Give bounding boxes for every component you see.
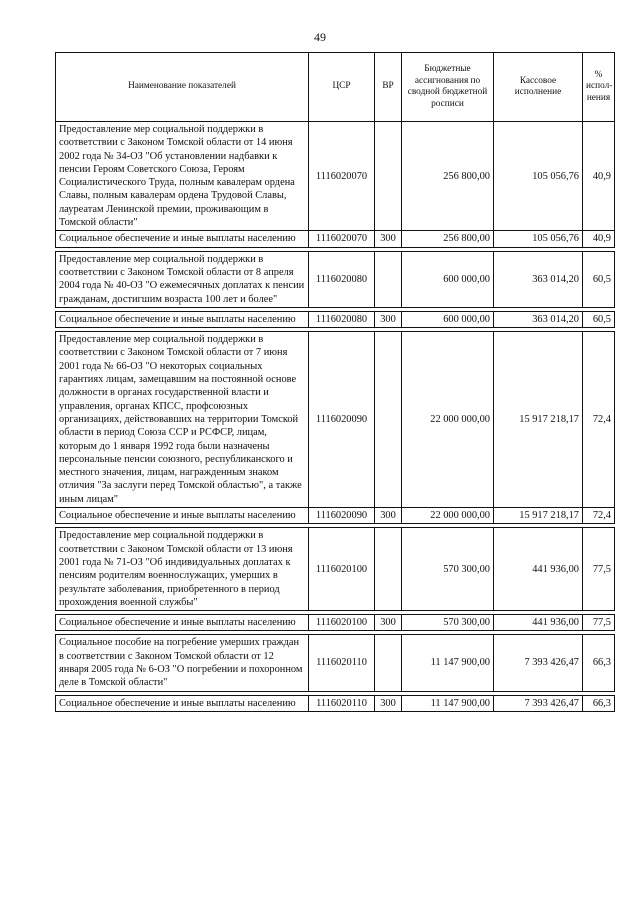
row-execution: 441 936,00 (494, 528, 583, 611)
row-percent: 77,5 (583, 615, 615, 631)
row-name: Социальное обеспечение и иные выплаты населению (56, 311, 309, 327)
row-vr: 300 (375, 615, 402, 631)
row-assignments: 11 147 900,00 (402, 695, 494, 711)
row-percent: 77,5 (583, 528, 615, 611)
row-name: Социальное обеспечение и иные выплаты населению (56, 615, 309, 631)
header-assignments: Бюджетные ассигнования по сводной бюджетной росписи (402, 53, 494, 122)
row-csr: 1116020070 (309, 122, 375, 231)
row-vr: 300 (375, 508, 402, 524)
row-assignments: 256 800,00 (402, 122, 494, 231)
row-percent: 40,9 (583, 231, 615, 247)
row-execution: 15 917 218,17 (494, 508, 583, 524)
row-vr (375, 122, 402, 231)
table-row (56, 528, 615, 611)
row-csr: 1116020100 (309, 528, 375, 611)
row-assignments: 600 000,00 (402, 251, 494, 307)
row-execution: 7 393 426,47 (494, 695, 583, 711)
row-assignments: 22 000 000,00 (402, 508, 494, 524)
row-csr: 1116020090 (309, 332, 375, 508)
row-percent: 60,5 (583, 311, 615, 327)
row-vr (375, 251, 402, 307)
table-row (56, 231, 615, 247)
row-percent: 72,4 (583, 508, 615, 524)
row-vr: 300 (375, 695, 402, 711)
row-vr: 300 (375, 231, 402, 247)
row-assignments: 600 000,00 (402, 311, 494, 327)
table-row (56, 695, 615, 711)
row-csr: 1116020110 (309, 635, 375, 691)
header-csr: ЦСР (309, 53, 375, 122)
header-name: Наименование показателей (56, 53, 309, 122)
row-vr (375, 332, 402, 508)
table-row (56, 311, 615, 327)
row-percent: 66,3 (583, 695, 615, 711)
row-assignments: 570 300,00 (402, 528, 494, 611)
row-name: Предоставление мер социальной поддержки в соответствии с Законом Томской области от 14 июня 2002 года № 34-ОЗ "Об установлении надбавки к пенсии Героям Советского Союза, Героям Социалистического Труда, полным кавалерам ордена Славы, полным кавалерам ордена Трудовой Славы, лауреатам Ленинской премии, проживающим в Томской области" (56, 122, 309, 231)
row-name: Предоставление мер социальной поддержки в соответствии с Законом Томской области от 13 июня 2001 года № 71-ОЗ "Об индивидуальных доплатах к пенсиям родителям военнослужащих, умерших в результате заболевания, приобретенного в период прохождения военной службы" (56, 528, 309, 611)
table-row (56, 615, 615, 631)
row-name: Социальное обеспечение и иные выплаты населению (56, 231, 309, 247)
header-percent: % испол-нения (583, 53, 615, 122)
row-percent: 40,9 (583, 122, 615, 231)
row-execution: 363 014,20 (494, 311, 583, 327)
row-percent: 72,4 (583, 332, 615, 508)
row-execution: 105 056,76 (494, 231, 583, 247)
row-csr: 1116020080 (309, 311, 375, 327)
row-execution: 441 936,00 (494, 615, 583, 631)
table-row (56, 508, 615, 524)
header-vr: ВР (375, 53, 402, 122)
table-row (56, 635, 615, 691)
row-csr: 1116020070 (309, 231, 375, 247)
budget-table (55, 52, 615, 712)
row-assignments: 570 300,00 (402, 615, 494, 631)
row-execution: 7 393 426,47 (494, 635, 583, 691)
row-assignments: 256 800,00 (402, 231, 494, 247)
row-vr (375, 635, 402, 691)
table-row (56, 332, 615, 508)
row-vr: 300 (375, 311, 402, 327)
table-header-row (56, 53, 615, 122)
row-name: Социальное обеспечение и иные выплаты населению (56, 695, 309, 711)
row-percent: 60,5 (583, 251, 615, 307)
row-csr: 1116020110 (309, 695, 375, 711)
row-execution: 15 917 218,17 (494, 332, 583, 508)
row-execution: 105 056,76 (494, 122, 583, 231)
row-csr: 1116020100 (309, 615, 375, 631)
row-name: Социальное пособие на погребение умерших граждан в соответствии с Законом Томской области от 12 января 2005 года № 6-ОЗ "О погребении и похоронном деле в Томской области" (56, 635, 309, 691)
header-execution: Кассовое исполнение (494, 53, 583, 122)
page-number: 49 (314, 30, 326, 44)
row-assignments: 11 147 900,00 (402, 635, 494, 691)
table-row (56, 251, 615, 307)
row-assignments: 22 000 000,00 (402, 332, 494, 508)
row-execution: 363 014,20 (494, 251, 583, 307)
row-percent: 66,3 (583, 635, 615, 691)
row-csr: 1116020090 (309, 508, 375, 524)
row-name: Предоставление мер социальной поддержки в соответствии с Законом Томской области от 8 апреля 2004 года № 40-ОЗ "О ежемесячных доплатах к пенсии гражданам, достигшим возраста 100 лет и более" (56, 251, 309, 307)
row-name: Предоставление мер социальной поддержки в соответствии с Законом Томской области от 7 июня 2001 года № 66-ОЗ "О некоторых социальных гарантиях лицам, замещавшим на постоянной основе должности в органах государственной власти и управления, органах КПСС, профсоюзных организациях, действовавших на территории Томской области в период Союза ССР и РСФСР, лицам, которым до 1 января 1992 года были назначены персональные пенсии союзного, республиканского и местного значения, лицам, награжденным знаком отличия "За заслуги перед Томской областью", а также иным лицам" (56, 332, 309, 508)
row-csr: 1116020080 (309, 251, 375, 307)
table-row (56, 122, 615, 231)
row-vr (375, 528, 402, 611)
row-name: Социальное обеспечение и иные выплаты населению (56, 508, 309, 524)
